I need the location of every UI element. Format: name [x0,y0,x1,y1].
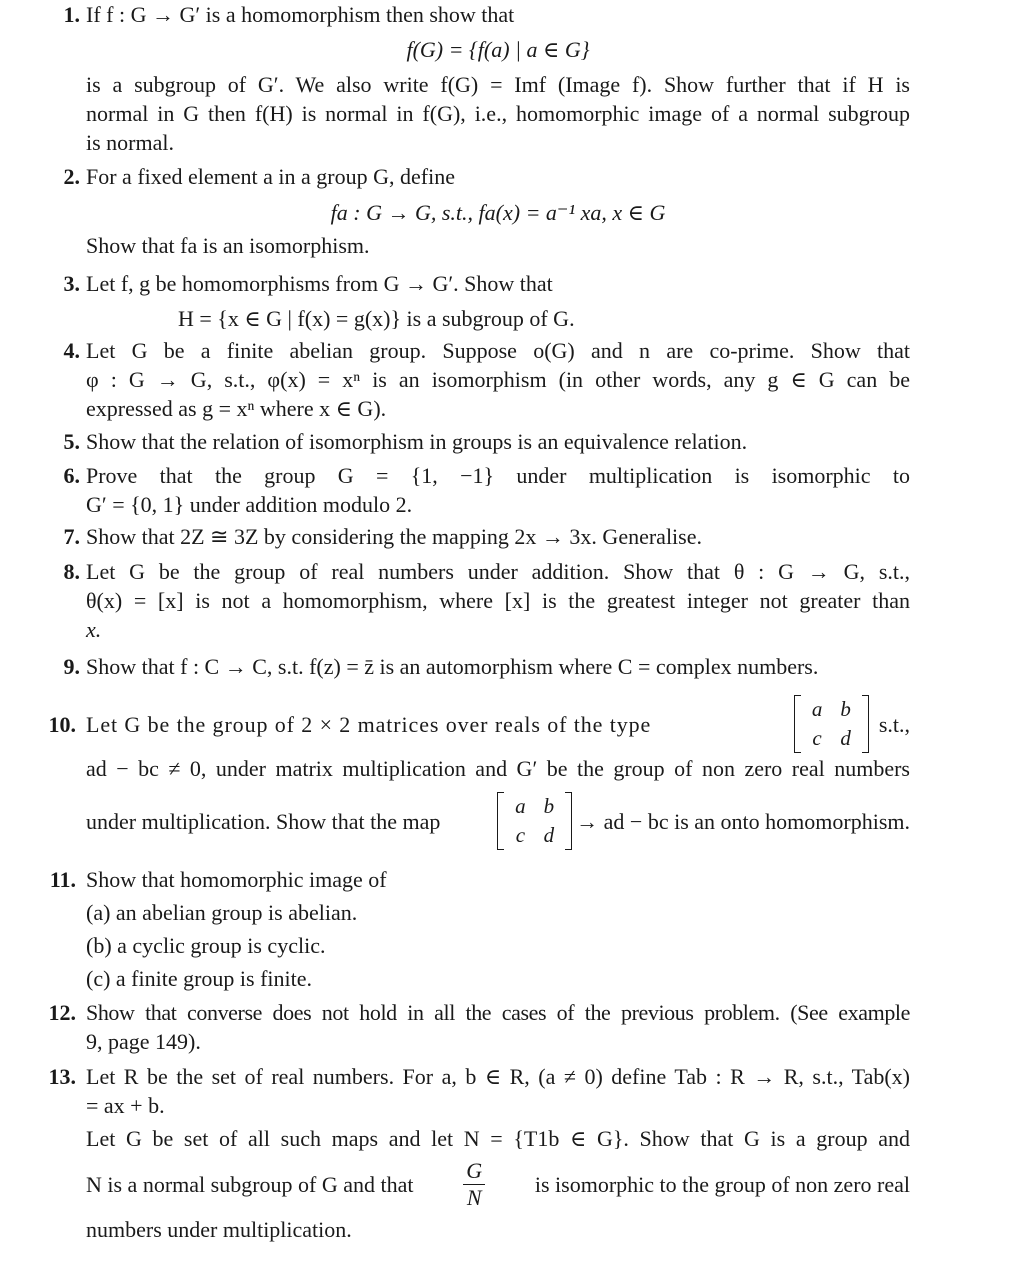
fraction-denominator: N [466,1184,482,1210]
exercise-formula: fa : G → G, s.t., fa(x) = a⁻¹ xa, x ∈ G [330,200,666,225]
exercise-line: Let G be the group of real numbers under addition. Show that θ : G → G, s.t., [86,559,910,584]
exercise-formula: f(G) = {f(a) | a ∈ G} [406,37,590,62]
exercise-line: Prove that the group G = {1, −1} under multiplication is isomorphic to [86,463,910,488]
exercise-number: 7. [63,524,80,549]
exercise-10 [48,690,910,855]
exercise-number: 4. [63,338,80,363]
exercise-line: Show that converse does not hold in all the cases of the previous problem. (See example [86,1000,910,1025]
matrix-entry: a [811,697,823,721]
matrix-entry: a [515,794,526,818]
exercise-7 [63,522,910,551]
exercise-number: 6. [63,463,80,488]
exercise-line: (b) a cyclic group is cyclic. [86,933,326,958]
exercise-line: G′ = {0, 1} under addition modulo 2. [86,492,413,517]
exercise-line: Let G be set of all such maps and let N = {T1b ∈ G}. Show that G is a group and [86,1126,910,1151]
exercise-line: Show that f : C → C, s.t. f(z) = z̄ is an automorphism where C = complex numbers. [86,654,819,679]
exercise-line: Show that the relation of isomorphism in groups is an equivalence relation. [86,429,748,454]
exercise-line: is a subgroup of G′. We also write f(G) = Imf (Image f). Show further that if H is [86,72,910,97]
matrix-entry: d [840,726,851,750]
exercise-line: x. [86,617,102,642]
matrix-entry: c [515,823,526,847]
exercise-3 [63,269,910,333]
exercise-line: θ(x) = [x] is not a homomorphism, where [x] is the greatest integer not greater than [86,588,910,613]
exercise-line: For a fixed element a in a group G, define [86,164,455,189]
exercise-13 [48,1062,910,1244]
matrix-entry: c [812,726,822,750]
matrix-entry: b [840,697,851,721]
exercise-line: (c) a finite group is finite. [86,966,313,991]
exercise-line: N is a normal subgroup of G and that [86,1171,414,1197]
exercise-line: Show that 2Z ≅ 3Z by considering the mapping 2x → 3x. Generalise. [86,524,702,549]
exercise-line: φ : G → G, s.t., φ(x) = xⁿ is an isomorphism (in other words, any g ∈ G can be [86,367,910,392]
exercise-8 [63,557,910,644]
exercise-number: 3. [63,271,80,296]
exercise-line: Let f, g be homomorphisms from G → G′. Show that [86,271,553,296]
exercise-number: 12. [48,1000,76,1025]
exercise-line: = ax + b. [86,1093,165,1118]
exercise-number: 10. [48,712,76,737]
fraction-numerator: G [463,1158,485,1185]
exercise-line: (a) an abelian group is abelian. [86,900,358,925]
exercise-line-with-matrix [86,787,910,855]
exercise-number: 13. [48,1064,76,1089]
exercise-6 [63,461,910,519]
matrix-entry: b [543,794,555,818]
exercise-line: → ad − bc is an onto homomorphism. [576,808,910,834]
exercise-number: 1. [63,2,80,27]
exercise-number: 5. [63,429,80,454]
exercise-number: 2. [63,164,80,189]
exercise-line: is isomorphic to the group of non zero real [534,1171,910,1197]
exercise-line: If f : G → G′ is a homomorphism then show that [86,2,515,27]
exercise-9 [63,652,910,681]
exercise-line: Show that homomorphic image of [86,867,387,892]
exercise-line: Let R be the set of real numbers. For a, b ∈ R, (a ≠ 0) define Tab : R → R, s.t., Tab(x) [86,1064,910,1089]
exercise-line: ad − bc ≠ 0, under matrix multiplication and G′ be the group of non zero real numbers [86,756,910,781]
exercise-2 [63,162,910,260]
exercise-11 [49,865,910,993]
exercise-line: Let G be the group of 2 × 2 matrices over reals of the type [86,711,652,737]
exercise-5 [63,427,910,456]
exercise-line: Let G be a finite abelian group. Suppose o(G) and n are co-prime. Show that [86,338,910,363]
exercise-line: under multiplication. Show that the map [86,808,441,834]
exercise-line: expressed as g = xⁿ where x ∈ G). [86,396,387,421]
exercise-1 [63,0,910,157]
exercise-number: 9. [63,654,80,679]
quotient-fraction [463,1158,485,1211]
exercise-number: 8. [63,559,80,584]
exercise-line: s.t., [878,711,910,737]
exercise-12 [48,998,910,1056]
matrix-entry: d [543,823,555,847]
exercise-line: 9, page 149). [86,1029,201,1054]
exercise-line-with-matrix [86,690,910,758]
exercise-line: normal in G then f(H) is normal in f(G), i.e., homomorphic image of a normal subgroup [86,101,910,126]
exercise-number: 11. [49,867,76,892]
matrix [794,695,869,753]
exercise-formula: H = {x ∈ G | f(x) = g(x)} is a subgroup of G. [178,306,575,331]
matrix [497,792,572,850]
exercise-line-with-fraction [86,1155,910,1213]
exercise-line: numbers under multiplication. [86,1217,352,1242]
exercise-4 [63,336,910,423]
exercise-line: is normal. [86,130,174,155]
exercise-line: Show that fa is an isomorphism. [86,233,370,258]
